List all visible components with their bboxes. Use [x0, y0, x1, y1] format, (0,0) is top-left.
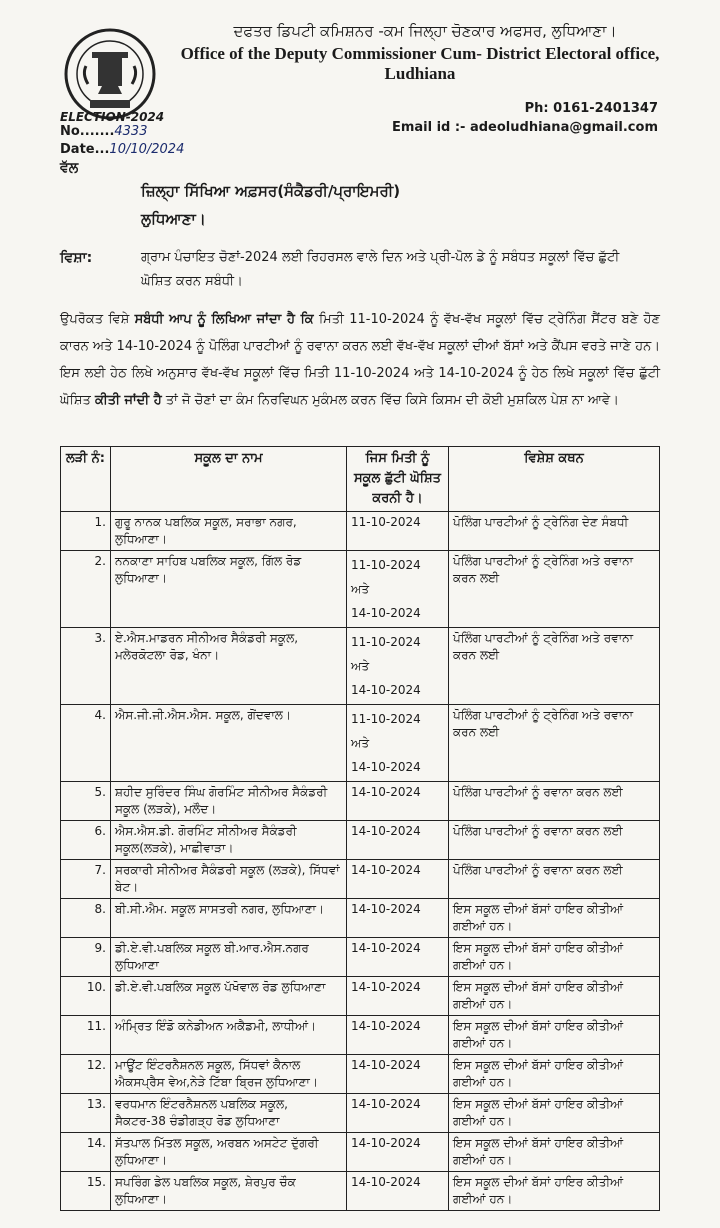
row-school-name: ਸ਼ਹੀਦ ਸੁਰਿੰਦਰ ਸਿੰਘ ਗੋਰਮਿੰਟ ਸੀਨੀਅਰ ਸੈਕੰਡਰੀ ਸਕੂਲ (ਲੜਕੇ), ਮਲੌਦ। [111, 782, 347, 821]
row-remark: ਇਸ ਸਕੂਲ ਦੀਆਂ ਬੱਸਾਂ ਹਾਇਰ ਕੀਤੀਆਂ ਗਈਆਂ ਹਨ। [449, 899, 660, 938]
number-value: 4333 [114, 124, 148, 139]
table-row [61, 1094, 660, 1133]
row-holiday-date [347, 1016, 449, 1055]
body-bold-1: ਸਬੰਧੀ ਆਪ ਨੂੰ ਲਿਖਿਆ ਜਾਂਦਾ ਹੈ ਕਿ [134, 312, 314, 327]
date-first: 14-10-2024 [351, 785, 421, 799]
email-address: Email id :- adeoludhiana@gmail.com [391, 120, 658, 135]
table-row [61, 551, 660, 628]
row-remark: ਪੋਲਿੰਗ ਪਾਰਟੀਆਂ ਨੂੰ ਰਵਾਨਾ ਕਰਨ ਲਈ [449, 782, 660, 821]
letter-date [60, 142, 184, 157]
date-first: 14-10-2024 [351, 1097, 421, 1111]
row-holiday-date [347, 821, 449, 860]
addressee-city: ਲੁਧਿਆਣਾ। [141, 210, 206, 228]
row-school-name: ਸਰਕਾਰੀ ਸੀਨੀਅਰ ਸੈਕੰਡਰੀ ਸਕੂਲ (ਲੜਕੇ), ਸਿੱਧਵਾਂ ਬੇਟ। [111, 860, 347, 899]
row-school-name: ਵਰਧਮਾਨ ਇੰਟਰਨੈਸ਼ਨਲ ਪਬਲਿਕ ਸਕੂਲ, ਸੈਕਟਰ-38 ਚੰਡੀਗੜ੍ਹ ਰੋਡ ਲੁਧਿਆਣਾ [111, 1094, 347, 1133]
row-serial: 2. [61, 551, 111, 628]
row-holiday-date [347, 1055, 449, 1094]
row-school-name: ਬੀ.ਸੀ.ਐਮ. ਸਕੂਲ ਸਾਸਤਰੀ ਨਗਰ, ਲੁਧਿਆਣਾ। [111, 899, 347, 938]
row-holiday-date [347, 1133, 449, 1172]
row-remark: ਪੋਲਿੰਗ ਪਾਰਟੀਆਂ ਨੂੰ ਟ੍ਰੇਨਿੰਗ ਅਤੇ ਰਵਾਨਾ ਕਰਨ ਲਈ [449, 551, 660, 628]
row-holiday-date [347, 977, 449, 1016]
table-row [61, 628, 660, 705]
row-school-name: ਡੀ.ਏ.ਵੀ.ਪਬਲਿਕ ਸਕੂਲ ਪੱਖੋਵਾਲ ਰੋਡ ਲੁਧਿਆਣਾ [111, 977, 347, 1016]
row-remark: ਇਸ ਸਕੂਲ ਦੀਆਂ ਬੱਸਾਂ ਹਾਇਰ ਕੀਤੀਆਂ ਗਈਆਂ ਹਨ। [449, 1094, 660, 1133]
date-label: Date... [60, 142, 110, 157]
row-holiday-date [347, 512, 449, 551]
row-serial: 6. [61, 821, 111, 860]
date-first: 14-10-2024 [351, 1175, 421, 1189]
to-label: ਵੱਲ [60, 160, 79, 176]
row-remark: ਪੋਲਿੰਗ ਪਾਰਟੀਆਂ ਨੂੰ ਟ੍ਰੇਨਿੰਗ ਅਤੇ ਰਵਾਨਾ ਕਰਨ ਲਈ [449, 705, 660, 782]
table-row [61, 899, 660, 938]
row-serial: 8. [61, 899, 111, 938]
body-part-1: ਉਪਰੋਕਤ ਵਿਸ਼ੇ [60, 312, 135, 327]
date-first: 14-10-2024 [351, 941, 421, 955]
date-first: 11-10-2024 [351, 515, 421, 529]
row-school-name: ਸਪਰਿੰਗ ਡੇਲ ਪਬਲਿਕ ਸਕੂਲ, ਸ਼ੇਰਪੁਰ ਚੌਕ ਲੁਧਿਆਣਾ। [111, 1172, 347, 1211]
date-first: 11-10-2024 [351, 635, 421, 649]
row-serial: 3. [61, 628, 111, 705]
addressee-title: ਜ਼ਿਲ੍ਹਾ ਸਿੱਖਿਆ ਅਫ਼ਸਰ(ਸੰਕੈਡਰੀ/ਪ੍ਰਾਇਮਰੀ) [141, 182, 401, 200]
row-school-name: ਨਨਕਾਣਾ ਸਾਹਿਬ ਪਬਲਿਕ ਸਕੂਲ, ਗਿੱਲ ਰੋਡ ਲੁਧਿਆਣਾ। [111, 551, 347, 628]
table-row [61, 1133, 660, 1172]
row-serial: 5. [61, 782, 111, 821]
row-holiday-date [347, 551, 449, 628]
row-remark: ਪੋਲਿੰਗ ਪਾਰਟੀਆਂ ਨੂੰ ਰਵਾਨਾ ਕਰਨ ਲਈ [449, 860, 660, 899]
row-serial: 9. [61, 938, 111, 977]
row-remark: ਇਸ ਸਕੂਲ ਦੀਆਂ ਬੱਸਾਂ ਹਾਇਰ ਕੀਤੀਆਂ ਗਈਆਂ ਹਨ। [449, 1172, 660, 1211]
row-holiday-date [347, 705, 449, 782]
row-remark: ਇਸ ਸਕੂਲ ਦੀਆਂ ਬੱਸਾਂ ਹਾਇਰ ਕੀਤੀਆਂ ਗਈਆਂ ਹਨ। [449, 938, 660, 977]
row-serial: 12. [61, 1055, 111, 1094]
row-holiday-date [347, 782, 449, 821]
phone-number: Ph: 0161-2401347 [524, 101, 658, 116]
row-serial: 4. [61, 705, 111, 782]
table-row [61, 821, 660, 860]
date-second: 14-10-2024 [351, 760, 421, 774]
date-and: ਅਤੇ [351, 659, 370, 673]
row-holiday-date [347, 1094, 449, 1133]
date-first: 14-10-2024 [351, 902, 421, 916]
date-first: 11-10-2024 [351, 558, 421, 572]
table-row [61, 977, 660, 1016]
subject-label: ਵਿਸ਼ਾ: [60, 250, 93, 266]
row-serial: 14. [61, 1133, 111, 1172]
table-row [61, 1055, 660, 1094]
row-serial: 7. [61, 860, 111, 899]
row-holiday-date [347, 1172, 449, 1211]
date-first: 14-10-2024 [351, 824, 421, 838]
date-first: 14-10-2024 [351, 1019, 421, 1033]
date-first: 11-10-2024 [351, 712, 421, 726]
row-holiday-date [347, 938, 449, 977]
date-first: 14-10-2024 [351, 980, 421, 994]
header-school-name: ਸਕੂਲ ਦਾ ਨਾਮ [111, 447, 347, 512]
number-label: No....... [60, 124, 115, 139]
table-row [61, 860, 660, 899]
row-school-name: ਸੱਤਪਾਲ ਮਿੱਤਲ ਸਕੂਲ, ਅਰਬਨ ਅਸਟੇਟ ਦੁੱਗਰੀ ਲੁਧਿਆਣਾ। [111, 1133, 347, 1172]
school-holiday-table [60, 446, 660, 1211]
row-serial: 15. [61, 1172, 111, 1211]
row-remark: ਇਸ ਸਕੂਲ ਦੀਆਂ ਬੱਸਾਂ ਹਾਇਰ ਕੀਤੀਆਂ ਗਈਆਂ ਹਨ। [449, 977, 660, 1016]
table-row [61, 705, 660, 782]
row-school-name: ਐਸ.ਜੀ.ਜੀ.ਐਸ.ਐਸ. ਸਕੂਲ, ਗੋਂਦਵਾਲ। [111, 705, 347, 782]
body-part-3: ਤਾਂ ਜੋ ਚੋਣਾਂ ਦਾ ਕੰਮ ਨਿਰਵਿਘਨ ਮੁਕੰਮਲ ਕਰਨ ਵਿੱਚ ਕਿਸੇ ਕਿਸਮ ਦੀ ਕੋਈ ਮੁਸ਼ਕਿਲ ਪੇਸ਼ ਨਾ ਆਵੇ। [161, 393, 619, 408]
date-value: 10/10/2024 [109, 142, 185, 157]
date-second: 14-10-2024 [351, 683, 421, 697]
date-first: 14-10-2024 [351, 1058, 421, 1072]
body-part-2: ਮਿਤੀ 11-10-2024 ਨੂੰ ਵੱਖ-ਵੱਖ ਸਕੂਲਾਂ ਵਿੱਚ ਟ੍ਰੇਨਿੰਗ ਸੈਂਟਰ ਬਣੇ ਹੋਣ ਕਾਰਨ ਅਤੇ 14-10-2024 ਨੂੰ ਪੋਲਿੰਗ ਪਾਰਟੀਆਂ ਨੂੰ ਰਵਾਨਾ ਕਰਨ ਲਈ ਵੱਖ-ਵੱਖ ਸਕੂਲਾਂ ਦੀਆਂ ਬੱਸਾਂ ਅਤੇ ਕੈਂਪਸ ਵਰਤੇ ਜਾਣੇ ਹਨ। ਇਸ ਲਈ ਹੇਠ ਲਿਖੇ ਅਨੁਸਾਰ ਵੱਖ-ਵੱਖ ਸਕੂਲਾਂ ਵਿੱਚ ਮਿਤੀ 11-10-2024 ਅਤੇ 14-10-2024 ਨੂੰ ਹੇਠ ਲਿਖੇ ਸਕੂਲਾਂ ਵਿੱਚ ਛੁੱਟੀ ਘੋਸ਼ਿਤ [60, 312, 660, 408]
row-remark: ਪੋਲਿੰਗ ਪਾਰਟੀਆਂ ਨੂੰ ਟ੍ਰੇਨਿੰਗ ਅਤੇ ਰਵਾਨਾ ਕਰਨ ਲਈ [449, 628, 660, 705]
table-row [61, 1016, 660, 1055]
row-school-name: ਗੁਰੂ ਨਾਨਕ ਪਬਲਿਕ ਸਕੂਲ, ਸਰਾਭਾ ਨਗਰ, ਲੁਧਿਆਣਾ। [111, 512, 347, 551]
row-remark: ਪੋਲਿੰਗ ਪਾਰਟੀਆਂ ਨੂੰ ਰਵਾਨਾ ਕਰਨ ਲਈ [449, 821, 660, 860]
row-school-name: ਮਾਊਂਟ ਇੰਟਰਨੈਸ਼ਨਲ ਸਕੂਲ, ਸਿੱਧਵਾਂ ਕੈਨਾਲ ਐਕਸਪ੍ਰੈਸ ਵੇਅ,ਨੇੜੇ ਟਿੱਬਾ ਬ੍ਰਿਜ ਲੁਧਿਆਣਾ। [111, 1055, 347, 1094]
table-body [61, 512, 660, 1211]
body-bold-2: ਕੀਤੀ ਜਾਂਦੀ ਹੈ [94, 393, 162, 408]
header-remark: ਵਿਸ਼ੇਸ਼ ਕਥਨ [449, 447, 660, 512]
row-school-name: ਅੰਮ੍ਰਿਤ ਇੰਡੋ ਕਨੇਡੀਅਨ ਅਕੈਡਮੀ, ਲਾਧੀਆਂ। [111, 1016, 347, 1055]
row-serial: 13. [61, 1094, 111, 1133]
table-row [61, 512, 660, 551]
row-school-name: ਡੀ.ਏ.ਵੀ.ਪਬਲਿਕ ਸਕੂਲ ਬੀ.ਆਰ.ਐਸ.ਨਗਰ ਲੁਧਿਆਣਾ [111, 938, 347, 977]
row-serial: 10. [61, 977, 111, 1016]
row-remark: ਇਸ ਸਕੂਲ ਦੀਆਂ ਬੱਸਾਂ ਹਾਇਰ ਕੀਤੀਆਂ ਗਈਆਂ ਹਨ। [449, 1055, 660, 1094]
date-and: ਅਤੇ [351, 736, 370, 750]
row-holiday-date [347, 628, 449, 705]
header-holiday-date: ਜਿਸ ਮਿਤੀ ਨੂੰ ਸਕੂਲ ਛੁੱਟੀ ਘੋਸ਼ਿਤ ਕਰਨੀ ਹੈ। [347, 447, 449, 512]
date-and: ਅਤੇ [351, 582, 370, 596]
date-second: 14-10-2024 [351, 606, 421, 620]
table-row [61, 782, 660, 821]
date-first: 14-10-2024 [351, 1136, 421, 1150]
row-holiday-date [347, 860, 449, 899]
row-serial: 1. [61, 512, 111, 551]
row-remark: ਪੋਲਿੰਗ ਪਾਰਟੀਆਂ ਨੂੰ ਟ੍ਰੇਨਿੰਗ ਦੇਣ ਸੰਬਧੀ [449, 512, 660, 551]
body-paragraph [60, 306, 660, 414]
row-serial: 11. [61, 1016, 111, 1055]
office-name-english: Office of the Deputy Commissioner Cum- District Electoral office, [180, 44, 660, 63]
row-holiday-date [347, 899, 449, 938]
row-school-name: ਐਸ.ਐਸ.ਡੀ. ਗੋਰਮਿੰਟ ਸੀਨੀਅਰ ਸੈਕੰਡਰੀ ਸਕੂਲ(ਲੜਕੇ), ਮਾਛੀਵਾੜਾ। [111, 821, 347, 860]
table-row [61, 1172, 660, 1211]
row-remark: ਇਸ ਸਕੂਲ ਦੀਆਂ ਬੱਸਾਂ ਹਾਇਰ ਕੀਤੀਆਂ ਗਈਆਂ ਹਨ। [449, 1133, 660, 1172]
table-header-row [61, 447, 660, 512]
date-first: 14-10-2024 [351, 863, 421, 877]
row-school-name: ਏ.ਐਸ.ਮਾਡਰਨ ਸੀਨੀਅਰ ਸੈਕੰਡਰੀ ਸਕੂਲ, ਮਲੇਰਕੋਟਲਾ ਰੋਡ, ਖੰਨਾ। [111, 628, 347, 705]
row-remark: ਇਸ ਸਕੂਲ ਦੀਆਂ ਬੱਸਾਂ ਹਾਇਰ ਕੀਤੀਆਂ ਗਈਆਂ ਹਨ। [449, 1016, 660, 1055]
election-label: ELECTION-2024 [60, 110, 165, 124]
table-row [61, 938, 660, 977]
office-name-punjabi: ਦਫਤਰ ਡਿਪਟੀ ਕਮਿਸ਼ਨਰ -ਕਮ ਜਿਲ੍ਹਾ ਚੋਣਕਾਰ ਅਫਸਰ, ਲੁਧਿਆਣਾ। [233, 22, 617, 40]
header-serial: ਲੜੀ ਨੰ: [61, 447, 111, 512]
office-city-english: Ludhiana [384, 64, 456, 83]
letter-number [60, 124, 147, 139]
subject-text: ਗ੍ਰਾਮ ਪੰਚਾਇਤ ਚੋਣਾਂ-2024 ਲਈ ਰਿਹਰਸਲ ਵਾਲੇ ਦਿਨ ਅਤੇ ਪ੍ਰੀ-ਪੋਲ ਡੇ ਨੂੰ ਸਬੰਧਤ ਸਕੂਲਾਂ ਵਿੱਚ ਛੁੱਟੀ ਘੋਸ਼ਿਤ ਕਰਨ ਸਬੰਧੀ। [141, 250, 620, 289]
